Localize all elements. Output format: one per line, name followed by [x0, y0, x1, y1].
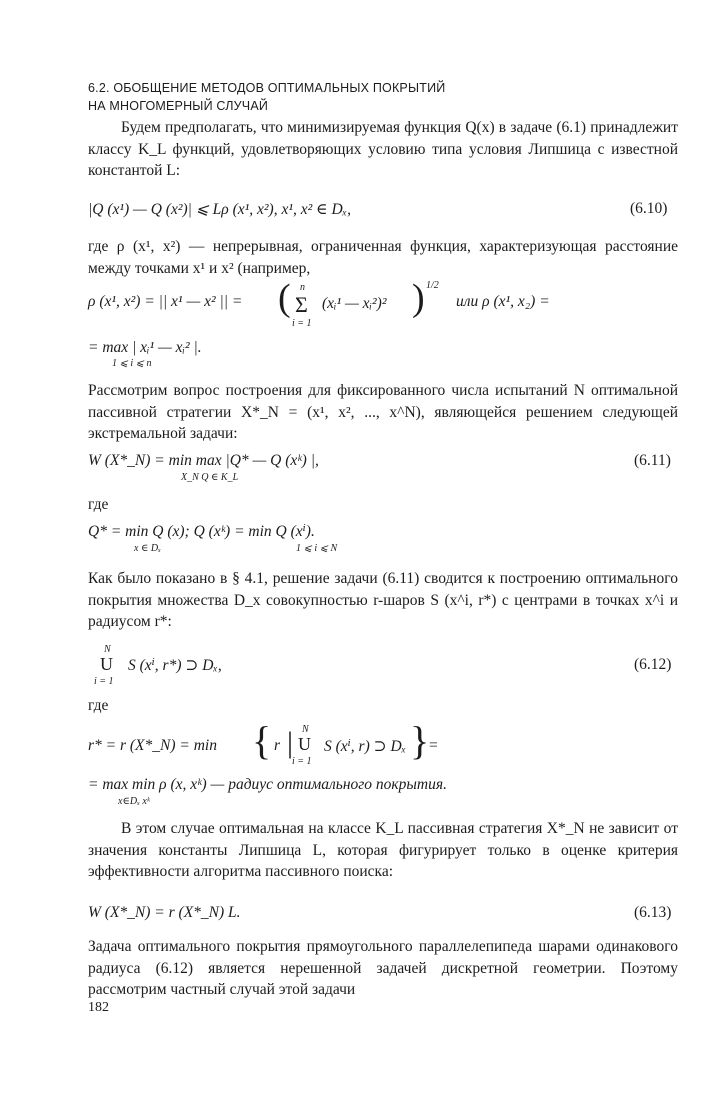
equation-number-6-12: (6.12) — [634, 656, 672, 673]
formula-r-star-condition: S (xⁱ, r) ⊃ Dₓ — [324, 738, 407, 755]
formula-q-star-subscript-1: x ∈ Dₓ — [134, 543, 161, 554]
formula-rho-right: или ρ (x¹, x₂) = — [456, 293, 550, 310]
formula-max-min: = max min ρ (x, xᵏ) — радиус оптимального покрытия. — [88, 776, 447, 793]
equation-number-6-10: (6.10) — [630, 200, 668, 217]
formula-rho-left: ρ (x¹, x²) = || x¹ — x² || = — [88, 293, 243, 310]
sum-lower-limit: i = 1 — [292, 318, 312, 329]
formula-r-variable: r — [274, 737, 281, 754]
equation-number-6-13: (6.13) — [634, 904, 672, 921]
formula-q-star-subscript-2: 1 ⩽ i ⩽ N — [296, 543, 338, 554]
formula-6-10: |Q (x¹) — Q (x²)| ⩽ Lρ (x¹, x²), x¹, x² ∈ Dₓ, — [88, 201, 351, 218]
union-sign-1: U — [100, 654, 113, 674]
sum-sign: Σ — [295, 292, 308, 317]
right-paren: ) — [412, 277, 425, 319]
formula-6-11-subscript: X_N Q ∈ K_L — [181, 472, 239, 483]
formula-q-star: Q* = min Q (x); Q (xᵏ) = min Q (xⁱ). — [88, 523, 315, 540]
union-upper-limit-2: N — [302, 724, 309, 735]
union-sign-2: U — [298, 734, 311, 754]
where-word-2: где — [88, 697, 109, 714]
section-heading-line-2: НА МНОГОМЕРНЫЙ СЛУЧАЙ — [88, 99, 269, 113]
power-exponent: 1/2 — [426, 280, 439, 291]
formula-6-13: W (X*_N) = r (X*_N) L. — [88, 904, 241, 921]
paragraph-2: где ρ (x¹, x²) — непрерывная, ограниченная функция, характеризующая расстояние между точками x¹ и x² (например, — [88, 238, 678, 277]
formula-r-star-end: = — [428, 737, 439, 754]
paragraph-5: В этом случае оптимальная на классе K_L пассивная стратегия X*_N не зависит от значения константы Липшица L, которая фигурирует только в оценке критерия эффективности алгоритма пассивного поиска: — [88, 820, 678, 880]
section-heading-line-1: 6.2. ОБОБЩЕНИЕ МЕТОДОВ ОПТИМАЛЬНЫХ ПОКРЫТИЙ — [88, 81, 446, 95]
paragraph-6: Задача оптимального покрытия прямоугольного параллелепипеда шарами одинакового радиуса (6.12) является нерешенной задачей дискретной геометрии. Поэтому рассмотрим частный случай этой задачи — [88, 938, 678, 998]
max-subscript: 1 ⩽ i ⩽ n — [112, 358, 152, 369]
union-lower-limit-2: i = 1 — [292, 756, 312, 767]
left-paren: ( — [278, 277, 291, 319]
where-word-1: где — [88, 496, 109, 513]
right-brace: } — [410, 718, 430, 763]
formula-max-min-subscript: x∈Dₓ xᵏ — [118, 796, 150, 807]
formula-max-diff: = max | xᵢ¹ — xᵢ² |. — [88, 339, 202, 356]
formula-6-12: S (xⁱ, r*) ⊃ Dₓ, — [128, 657, 222, 674]
union-lower-limit-1: i = 1 — [94, 676, 114, 687]
page-number: 182 — [88, 1000, 109, 1015]
paragraph-4: Как было показано в § 4.1, решение задачи (6.11) сводится к построению оптимального покрытия множества D_x совокупностью r-шаров S (x^i, r*) с центрами в точках x^i и радиусом r*: — [88, 570, 678, 630]
formula-r-star-left: r* = r (X*_N) = min — [88, 737, 217, 754]
sum-upper-limit: n — [300, 282, 305, 293]
formula-6-11: W (X*_N) = min max |Q* — Q (xᵏ) |, — [88, 452, 319, 469]
sum-term: (xᵢ¹ — xᵢ²)² — [322, 295, 387, 312]
equation-number-6-11: (6.11) — [634, 452, 671, 469]
union-upper-limit-1: N — [104, 644, 111, 655]
paragraph-1: Будем предполагать, что минимизируемая функция Q(x) в задаче (6.1) принадлежит классу K_L функций, удовлетворяющих условию типа условия Липшица с известной константой L: — [88, 119, 678, 179]
condition-bar: | — [287, 726, 294, 759]
paragraph-3: Рассмотрим вопрос построения для фиксированного числа испытаний N оптимальной пассивной стратегии X*_N = (x¹, x², ..., x^N), являющейся решением следующей экстремальной задачи: — [88, 382, 678, 442]
left-brace: { — [252, 718, 272, 763]
